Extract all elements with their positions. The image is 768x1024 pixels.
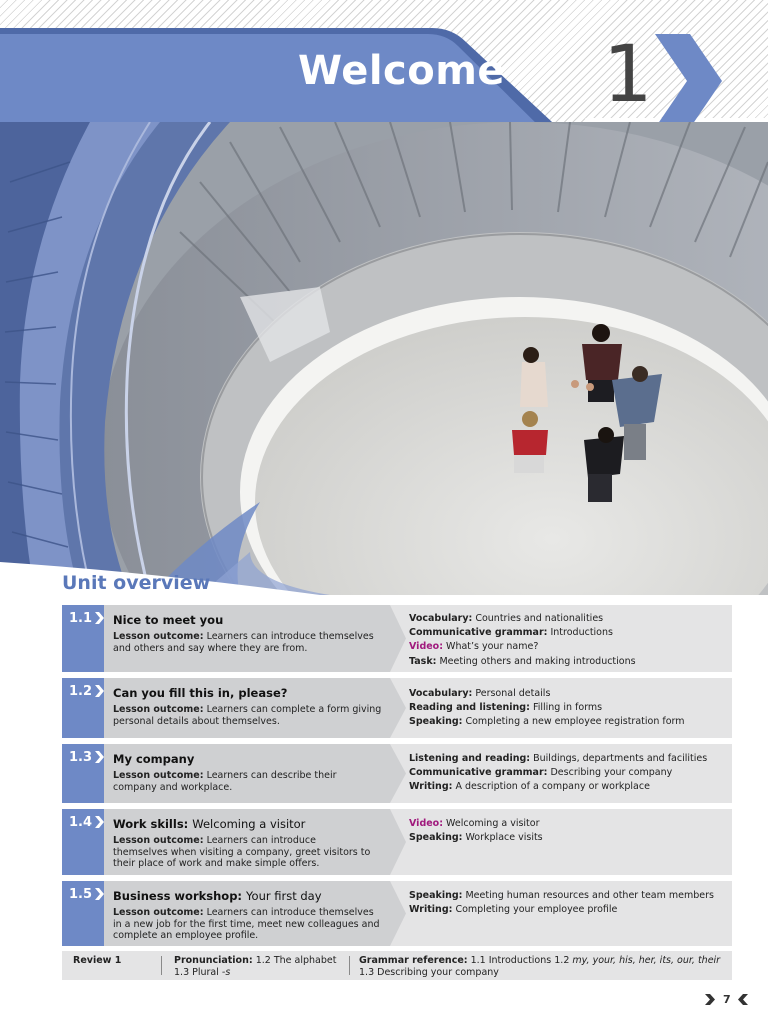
lesson-row-1-1 (62, 605, 732, 672)
pronunciation-reference: Pronunciation: 1.2 The alphabet 1.3 Plural -s (174, 955, 337, 978)
lesson-title: Can you fill this in, please? (113, 686, 288, 700)
chevron-left-icon (738, 994, 750, 1005)
lesson-details (409, 817, 729, 845)
unit-overview-title: Unit overview (62, 572, 211, 594)
page-number: 7 (723, 993, 731, 1006)
lesson-row-1-2 (62, 678, 732, 738)
detail-line: Speaking: Completing a new employee registration form (409, 716, 685, 728)
detail-line: Vocabulary: Personal details (409, 688, 551, 699)
detail-line: Writing: Completing your employee profile (409, 904, 618, 916)
review-label: Review 1 (73, 955, 122, 966)
lesson-number: 1.3 (69, 750, 93, 765)
chevron-right-icon (705, 994, 717, 1005)
detail-line: Listening and reading: Buildings, departments and facilities (409, 753, 708, 764)
unit-chevron-icon (655, 34, 722, 128)
lesson-outcome: Lesson outcome: Learners can introduce themselves in a new job for the first time, meet new colleagues and complete an employee profile. (113, 907, 380, 941)
chevron-right-icon (95, 685, 104, 697)
lesson-row-1-3 (62, 744, 732, 803)
chevron-right-icon (95, 888, 104, 900)
chevron-right-icon (95, 751, 104, 763)
detail-line: Video: What’s your name? (409, 641, 539, 653)
lesson-title: Business workshop: Your first day (113, 889, 322, 903)
lesson-number: 1.4 (69, 815, 93, 830)
chevron-right-icon (95, 816, 104, 828)
unit-number: 1 (603, 30, 653, 120)
detail-line: Reading and listening: Filling in forms (409, 702, 603, 714)
lesson-number: 1.2 (69, 684, 93, 699)
hero-photo (0, 122, 768, 595)
review-bar (62, 951, 732, 980)
lesson-title: Nice to meet you (113, 613, 224, 627)
chevron-right-icon (95, 612, 104, 624)
divider (161, 956, 162, 975)
lesson-outcome: Lesson outcome: Learners can introduce themselves when visiting a company, greet visitors to their place of work and make simple offers. (113, 835, 371, 869)
detail-line: Writing: A description of a company or workplace (409, 781, 650, 793)
lesson-details (409, 889, 729, 917)
page-title: Welcome (298, 48, 506, 94)
grammar-reference: Grammar reference: 1.1 Introductions 1.2 my, your, his, her, its, our, their 1.3 Describing your company (359, 955, 721, 978)
lesson-outcome: Lesson outcome: Learners can describe their company and workplace. (113, 770, 337, 793)
lesson-row-1-4 (62, 809, 732, 875)
lesson-outcome: Lesson outcome: Learners can complete a form giving personal details about themselves. (113, 704, 382, 727)
detail-line: Vocabulary: Countries and nationalities (409, 613, 604, 624)
detail-line: Communicative grammar: Introductions (409, 627, 613, 639)
lesson-outcome: Lesson outcome: Learners can introduce themselves and others and say where they are from. (113, 631, 374, 654)
lesson-title: My company (113, 752, 195, 766)
lesson-title: Work skills: Welcoming a visitor (113, 817, 306, 831)
detail-line: Speaking: Meeting human resources and other team members (409, 890, 714, 901)
lesson-details (409, 612, 729, 669)
detail-line: Task: Meeting others and making introductions (409, 655, 636, 667)
lesson-details (409, 752, 729, 795)
divider (349, 956, 350, 975)
detail-line: Video: Welcoming a visitor (409, 818, 540, 829)
lesson-number: 1.5 (69, 887, 93, 902)
lesson-number: 1.1 (69, 611, 93, 626)
lesson-details (409, 687, 729, 730)
detail-line: Speaking: Workplace visits (409, 832, 543, 844)
detail-line: Communicative grammar: Describing your company (409, 767, 673, 779)
lesson-row-1-5 (62, 881, 732, 946)
